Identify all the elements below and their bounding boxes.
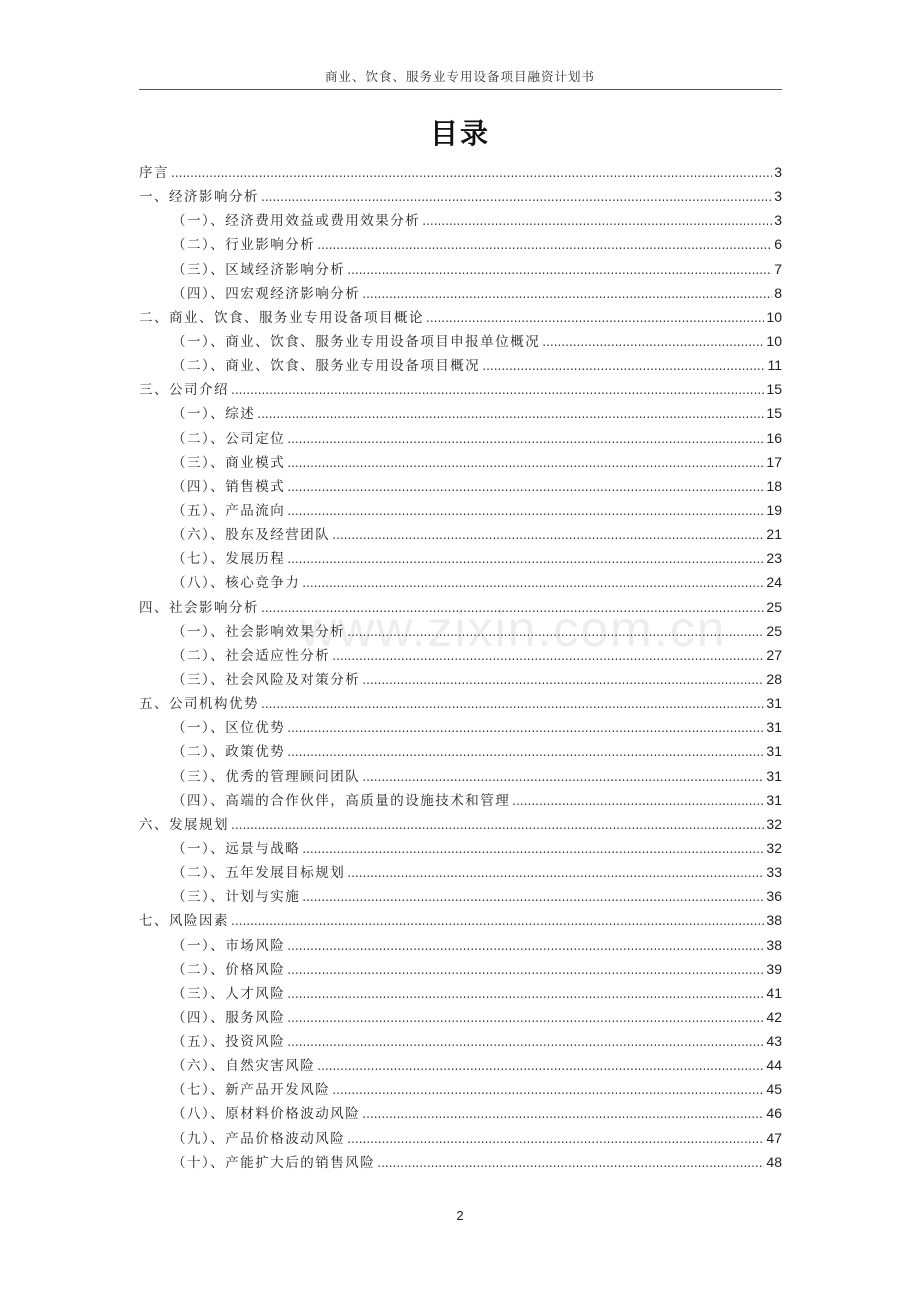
toc-entry-page: 31 <box>766 743 782 760</box>
toc-subentry[interactable] <box>139 353 782 377</box>
toc-entry-page: 48 <box>766 1153 782 1170</box>
toc-entry-page: 42 <box>766 1008 782 1025</box>
toc-leader-dots <box>377 1151 764 1175</box>
toc-entry-page: 11 <box>767 357 782 374</box>
toc-subentry[interactable] <box>139 450 782 474</box>
toc-leader-dots <box>261 692 764 716</box>
toc-subentry[interactable] <box>139 860 782 884</box>
toc-entry-label: 七、风险因素 <box>139 913 229 930</box>
toc-entry[interactable] <box>139 305 782 329</box>
toc-entry-page: 24 <box>766 574 782 591</box>
toc-leader-dots <box>287 499 764 523</box>
toc-subentry[interactable] <box>139 715 782 739</box>
toc-leader-dots <box>362 668 764 692</box>
toc-entry-label: （五）、产品流向 <box>172 502 286 519</box>
toc-entry-label: 序言 <box>139 165 169 181</box>
toc-leader-dots <box>362 765 764 789</box>
toc-subentry[interactable] <box>139 522 782 546</box>
toc-entry-page: 36 <box>766 888 782 905</box>
toc-entry-page: 25 <box>766 598 782 615</box>
toc-leader-dots <box>287 1030 764 1054</box>
toc-leader-dots <box>332 523 764 547</box>
toc-entry-page: 47 <box>766 1129 782 1146</box>
toc-entry[interactable] <box>139 908 782 932</box>
toc-leader-dots <box>287 475 764 499</box>
toc-subentry[interactable] <box>139 401 782 425</box>
toc-entry-label: （二）、公司定位 <box>172 430 286 447</box>
toc-leader-dots <box>362 1102 764 1126</box>
toc-entry-label: 六、发展规划 <box>139 816 229 833</box>
toc-subentry[interactable] <box>139 1029 782 1053</box>
toc-entry-page: 3 <box>774 188 782 205</box>
toc-entry-page: 32 <box>766 839 782 856</box>
toc-entry-page: 33 <box>766 864 782 881</box>
toc-leader-dots <box>287 982 764 1006</box>
toc-subentry[interactable] <box>139 1005 782 1029</box>
toc-entry-label: （七）、新产品开发风险 <box>172 1082 331 1099</box>
toc-leader-dots <box>422 209 772 233</box>
toc-entry-label: （六）、自然灾害风险 <box>172 1058 316 1075</box>
toc-leader-dots <box>542 330 764 354</box>
toc-entry-label: 三、公司介绍 <box>139 382 229 399</box>
table-of-contents <box>139 160 782 1174</box>
toc-entry-page: 3 <box>774 212 782 229</box>
toc-entry[interactable] <box>139 595 782 619</box>
toc-subentry[interactable] <box>139 1150 782 1174</box>
toc-entry-label: （一）、市场风险 <box>172 937 286 954</box>
toc-subentry[interactable] <box>139 329 782 353</box>
toc-entry-page: 25 <box>766 622 782 639</box>
toc-entry-page: 7 <box>774 260 782 277</box>
toc-subentry[interactable] <box>139 208 782 232</box>
toc-subentry[interactable] <box>139 232 782 256</box>
toc-entry-page: 46 <box>766 1105 782 1122</box>
toc-leader-dots <box>287 1006 764 1030</box>
toc-entry-page: 41 <box>766 984 782 1001</box>
toc-leader-dots <box>287 934 764 958</box>
toc-entry[interactable] <box>139 184 782 208</box>
toc-leader-dots <box>332 1078 764 1102</box>
toc-entry-label: （三）、商业模式 <box>172 454 286 471</box>
toc-entry-page: 19 <box>766 501 782 518</box>
toc-entry-label: （一）、区位优势 <box>172 720 286 737</box>
toc-leader-dots <box>231 378 764 402</box>
toc-leader-dots <box>261 596 764 620</box>
toc-leader-dots <box>287 958 764 982</box>
toc-entry-page: 8 <box>774 284 782 301</box>
toc-entry-label: 四、社会影响分析 <box>139 599 259 616</box>
toc-entry-label: （六）、股东及经营团队 <box>172 527 331 544</box>
toc-subentry[interactable] <box>139 619 782 643</box>
toc-leader-dots <box>302 885 764 909</box>
toc-entry[interactable] <box>139 812 782 836</box>
toc-subentry[interactable] <box>139 788 782 812</box>
toc-entry-label: 二、商业、饮食、服务业专用设备项目概论 <box>139 309 424 326</box>
toc-leader-dots <box>302 837 764 861</box>
toc-entry-page: 10 <box>766 308 782 325</box>
toc-entry-page: 38 <box>766 912 782 929</box>
toc-leader-dots <box>347 1127 764 1151</box>
toc-leader-dots <box>362 282 772 306</box>
toc-entry-page: 31 <box>766 767 782 784</box>
toc-entry-label: （八）、核心竞争力 <box>172 575 301 592</box>
toc-subentry[interactable] <box>139 1053 782 1077</box>
watermark: www.zixin.com.cn <box>300 601 727 657</box>
toc-subentry[interactable] <box>139 643 782 667</box>
toc-entry-page: 3 <box>774 164 782 180</box>
toc-entry-label: 一、经济影响分析 <box>139 189 259 206</box>
toc-entry-label: （二）、政策优势 <box>172 744 286 761</box>
toc-leader-dots <box>287 716 764 740</box>
toc-entry-label: （九）、产品价格波动风险 <box>172 1130 346 1147</box>
toc-entry-page: 39 <box>766 960 782 977</box>
header-divider <box>139 89 782 90</box>
toc-leader-dots <box>171 161 772 185</box>
toc-leader-dots <box>257 402 764 426</box>
toc-entry-label: （八）、原材料价格波动风险 <box>172 1106 361 1123</box>
page-title: 目录 <box>429 117 490 150</box>
toc-entry-label: （二）、商业、饮食、服务业专用设备项目概况 <box>172 358 481 375</box>
toc-leader-dots <box>231 909 764 933</box>
toc-subentry[interactable] <box>139 1101 782 1125</box>
toc-entry-label: （五）、投资风险 <box>172 1034 286 1051</box>
toc-entry-page: 10 <box>766 332 782 349</box>
toc-entry-label: （一）、综述 <box>172 406 256 423</box>
toc-entry-label: （三）、优秀的管理顾问团队 <box>172 768 361 785</box>
toc-leader-dots <box>287 427 764 451</box>
toc-subentry[interactable] <box>139 836 782 860</box>
toc-entry-page: 31 <box>766 791 782 808</box>
toc-subentry[interactable] <box>139 957 782 981</box>
toc-leader-dots <box>347 861 764 885</box>
toc-subentry[interactable] <box>139 1077 782 1101</box>
toc-leader-dots <box>347 620 764 644</box>
toc-entry-page: 6 <box>774 236 782 253</box>
toc-leader-dots <box>317 1054 764 1078</box>
toc-entry-page: 17 <box>766 453 782 470</box>
toc-leader-dots <box>287 547 764 571</box>
toc-entry-page: 32 <box>766 815 782 832</box>
toc-leader-dots <box>332 644 764 668</box>
toc-entry-page: 15 <box>766 405 782 422</box>
toc-entry-page: 31 <box>766 719 782 736</box>
toc-entry-label: （七）、发展历程 <box>172 551 286 568</box>
toc-entry-page: 21 <box>766 526 782 543</box>
toc-leader-dots <box>317 233 772 257</box>
toc-entry-label: （四）、服务风险 <box>172 1009 286 1026</box>
toc-entry-page: 27 <box>766 646 782 663</box>
toc-entry[interactable] <box>139 160 782 184</box>
toc-entry-label: （一）、远景与战略 <box>172 840 301 857</box>
toc-entry-label: （三）、计划与实施 <box>172 889 301 906</box>
toc-subentry[interactable] <box>139 739 782 763</box>
toc-entry-label: （一）、社会影响效果分析 <box>172 623 346 640</box>
toc-subentry[interactable] <box>139 884 782 908</box>
toc-entry-label: （二）、行业影响分析 <box>172 237 316 254</box>
toc-subentry[interactable] <box>139 764 782 788</box>
toc-leader-dots <box>426 306 764 330</box>
toc-leader-dots <box>302 571 764 595</box>
toc-entry-label: 五、公司机构优势 <box>139 696 259 713</box>
toc-entry-page: 18 <box>766 477 782 494</box>
toc-entry-label: （二）、社会适应性分析 <box>172 647 331 664</box>
toc-entry-label: （四）、销售模式 <box>172 478 286 495</box>
toc-entry[interactable] <box>139 377 782 401</box>
toc-entry-page: 28 <box>766 670 782 687</box>
toc-entry-label: （二）、价格风险 <box>172 961 286 978</box>
toc-subentry[interactable] <box>139 667 782 691</box>
toc-entry-label: （三）、社会风险及对策分析 <box>172 671 361 688</box>
page-number: 2 <box>456 1208 464 1223</box>
toc-subentry[interactable] <box>139 1126 782 1150</box>
toc-subentry[interactable] <box>139 570 782 594</box>
toc-entry-page: 45 <box>766 1081 782 1098</box>
toc-entry-label: （一）、经济费用效益或费用效果分析 <box>172 213 421 230</box>
toc-entry-label: （一）、商业、饮食、服务业专用设备项目申报单位概况 <box>172 333 541 350</box>
toc-subentry[interactable] <box>139 474 782 498</box>
toc-entry-label: （四）、高端的合作伙伴，高质量的设施技术和管理 <box>172 792 511 809</box>
toc-subentry[interactable] <box>139 426 782 450</box>
toc-subentry[interactable] <box>139 498 782 522</box>
toc-entry-page: 15 <box>766 381 782 398</box>
toc-leader-dots <box>482 354 765 378</box>
toc-entry-label: （三）、区域经济影响分析 <box>172 261 346 278</box>
toc-subentry[interactable] <box>139 281 782 305</box>
toc-entry-page: 43 <box>766 1033 782 1050</box>
toc-entry-label: （四）、四宏观经济影响分析 <box>172 285 361 302</box>
toc-entry-page: 31 <box>766 695 782 712</box>
toc-leader-dots <box>231 813 764 837</box>
toc-subentry[interactable] <box>139 546 782 570</box>
toc-leader-dots <box>287 740 764 764</box>
running-header: 商业、饮食、服务业专用设备项目融资计划书 <box>324 69 595 84</box>
toc-entry-label: （二）、五年发展目标规划 <box>172 865 346 882</box>
toc-entry-page: 38 <box>766 936 782 953</box>
toc-subentry[interactable] <box>139 257 782 281</box>
toc-leader-dots <box>347 258 772 282</box>
toc-subentry[interactable] <box>139 933 782 957</box>
toc-leader-dots <box>287 451 764 475</box>
toc-entry-page: 23 <box>766 550 782 567</box>
toc-entry[interactable] <box>139 691 782 715</box>
toc-entry-label: （三）、人才风险 <box>172 985 286 1002</box>
toc-entry-page: 16 <box>766 429 782 446</box>
toc-entry-label: （十）、产能扩大后的销售风险 <box>172 1154 376 1171</box>
toc-leader-dots <box>512 789 764 813</box>
toc-subentry[interactable] <box>139 981 782 1005</box>
toc-leader-dots <box>261 185 772 209</box>
toc-entry-page: 44 <box>766 1057 782 1074</box>
